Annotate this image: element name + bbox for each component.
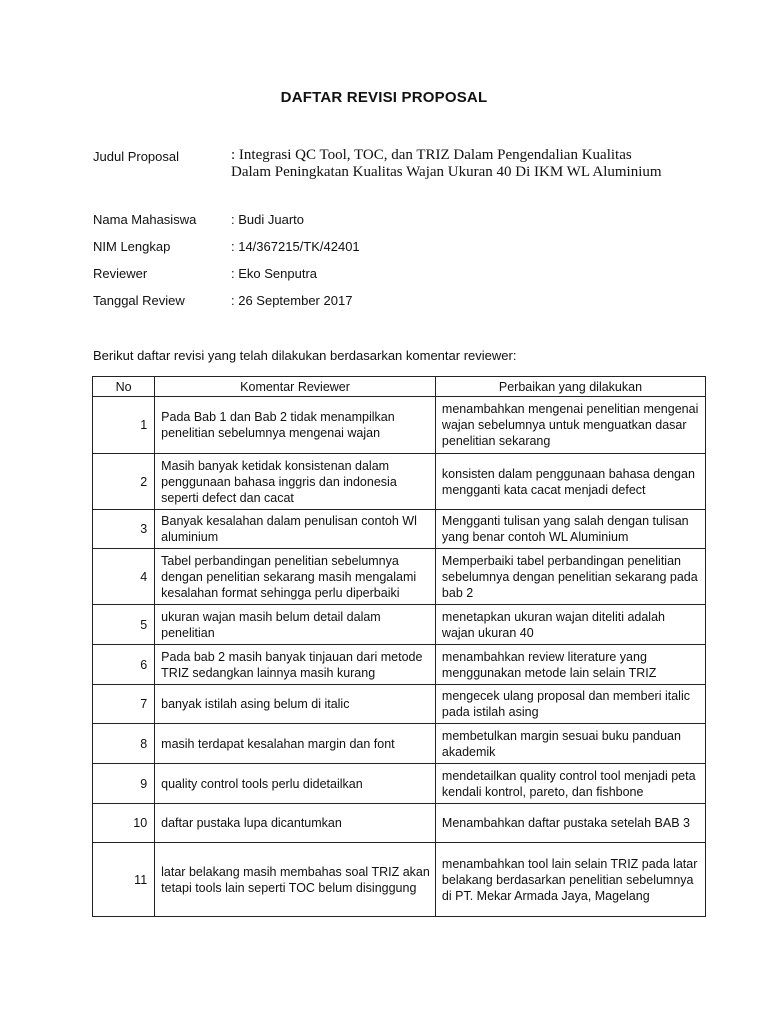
table-row	[93, 804, 706, 843]
row-komentar: ukuran wajan masih belum detail dalam penelitian	[155, 605, 436, 645]
field-label: Tanggal Review	[93, 293, 185, 308]
intro-text: Berikut daftar revisi yang telah dilakukan berdasarkan komentar reviewer:	[93, 348, 517, 363]
document-title: DAFTAR REVISI PROPOSAL	[280, 89, 488, 106]
field-label: Judul Proposal	[93, 149, 179, 164]
row-perbaikan: Menambahkan daftar pustaka setelah BAB 3	[435, 804, 705, 843]
row-perbaikan: menambahkan tool lain selain TRIZ pada latar belakang berdasarkan penelitian sebelumnya di PT. Mekar Armada Jaya, Magelang	[435, 843, 705, 917]
row-perbaikan: menambahkan mengenai penelitian mengenai wajan sebelumnya untuk menguatkan dasar penelitian sekarang	[435, 397, 705, 454]
row-perbaikan: mendetailkan quality control tool menjadi peta kendali kontrol, pareto, dan fishbone	[435, 764, 705, 804]
header-komentar: Komentar Reviewer	[155, 377, 436, 397]
table-row	[93, 397, 706, 454]
row-perbaikan: menambahkan review literature yang menggunakan metode lain selain TRIZ	[435, 645, 705, 685]
revision-table	[92, 376, 706, 917]
row-number: 6	[93, 645, 155, 685]
row-komentar: Pada bab 2 masih banyak tinjauan dari metode TRIZ sedangkan lainnya masih kurang	[155, 645, 436, 685]
table-row	[93, 454, 706, 510]
row-komentar: quality control tools perlu didetailkan	[155, 764, 436, 804]
row-number: 11	[93, 843, 155, 917]
row-perbaikan: membetulkan margin sesuai buku panduan akademik	[435, 724, 705, 764]
field-value: : 26 September 2017	[231, 293, 353, 308]
row-komentar: Tabel perbandingan penelitian sebelumnya dengan penelitian sekarang masih mengalami kesalahan format sehingga perlu diperbaiki	[155, 549, 436, 605]
table-row	[93, 645, 706, 685]
row-perbaikan: konsisten dalam penggunaan bahasa dengan mengganti kata cacat menjadi defect	[435, 454, 705, 510]
row-perbaikan: Mengganti tulisan yang salah dengan tulisan yang benar contoh WL Aluminium	[435, 510, 705, 549]
table-header-row	[93, 377, 706, 397]
row-number: 1	[93, 397, 155, 454]
row-komentar: Banyak kesalahan dalam penulisan contoh Wl aluminium	[155, 510, 436, 549]
table-row	[93, 510, 706, 549]
table-row	[93, 764, 706, 804]
table-row	[93, 843, 706, 917]
table-row	[93, 605, 706, 645]
row-komentar: Pada Bab 1 dan Bab 2 tidak menampilkan penelitian sebelumnya mengenai wajan	[155, 397, 436, 454]
table-row	[93, 724, 706, 764]
row-komentar: latar belakang masih membahas soal TRIZ akan tetapi tools lain seperti TOC belum disinggung	[155, 843, 436, 917]
row-number: 7	[93, 685, 155, 724]
row-number: 4	[93, 549, 155, 605]
field-value: : Eko Senputra	[231, 266, 317, 281]
row-komentar: banyak istilah asing belum di italic	[155, 685, 436, 724]
row-number: 8	[93, 724, 155, 764]
row-komentar: daftar pustaka lupa dicantumkan	[155, 804, 436, 843]
row-komentar: Masih banyak ketidak konsistenan dalam penggunaan bahasa inggris dan indonesia seperti defect dan cacat	[155, 454, 436, 510]
row-number: 5	[93, 605, 155, 645]
field-label: Nama Mahasiswa	[93, 212, 197, 227]
row-number: 10	[93, 804, 155, 843]
row-komentar: masih terdapat kesalahan margin dan font	[155, 724, 436, 764]
header-perbaikan: Perbaikan yang dilakukan	[435, 377, 705, 397]
row-perbaikan: Memperbaiki tabel perbandingan penelitian sebelumnya dengan penelitian sekarang pada bab 2	[435, 549, 705, 605]
field-value: : 14/367215/TK/42401	[231, 239, 360, 254]
row-number: 3	[93, 510, 155, 549]
header-no: No	[93, 377, 155, 397]
table-row	[93, 685, 706, 724]
row-number: 2	[93, 454, 155, 510]
row-number: 9	[93, 764, 155, 804]
table-row	[93, 549, 706, 605]
field-label: Reviewer	[93, 266, 148, 281]
field-value: : Integrasi QC Tool, TOC, dan TRIZ Dalam Pengendalian Kualitas Dalam Peningkatan Kualitas Wajan Ukuran 40 Di IKM WL Aluminium	[231, 147, 662, 180]
row-perbaikan: menetapkan ukuran wajan diteliti adalah wajan ukuran 40	[435, 605, 705, 645]
field-label: NIM Lengkap	[93, 239, 171, 254]
field-value: : Budi Juarto	[231, 212, 304, 227]
row-perbaikan: mengecek ulang proposal dan memberi italic pada istilah asing	[435, 685, 705, 724]
